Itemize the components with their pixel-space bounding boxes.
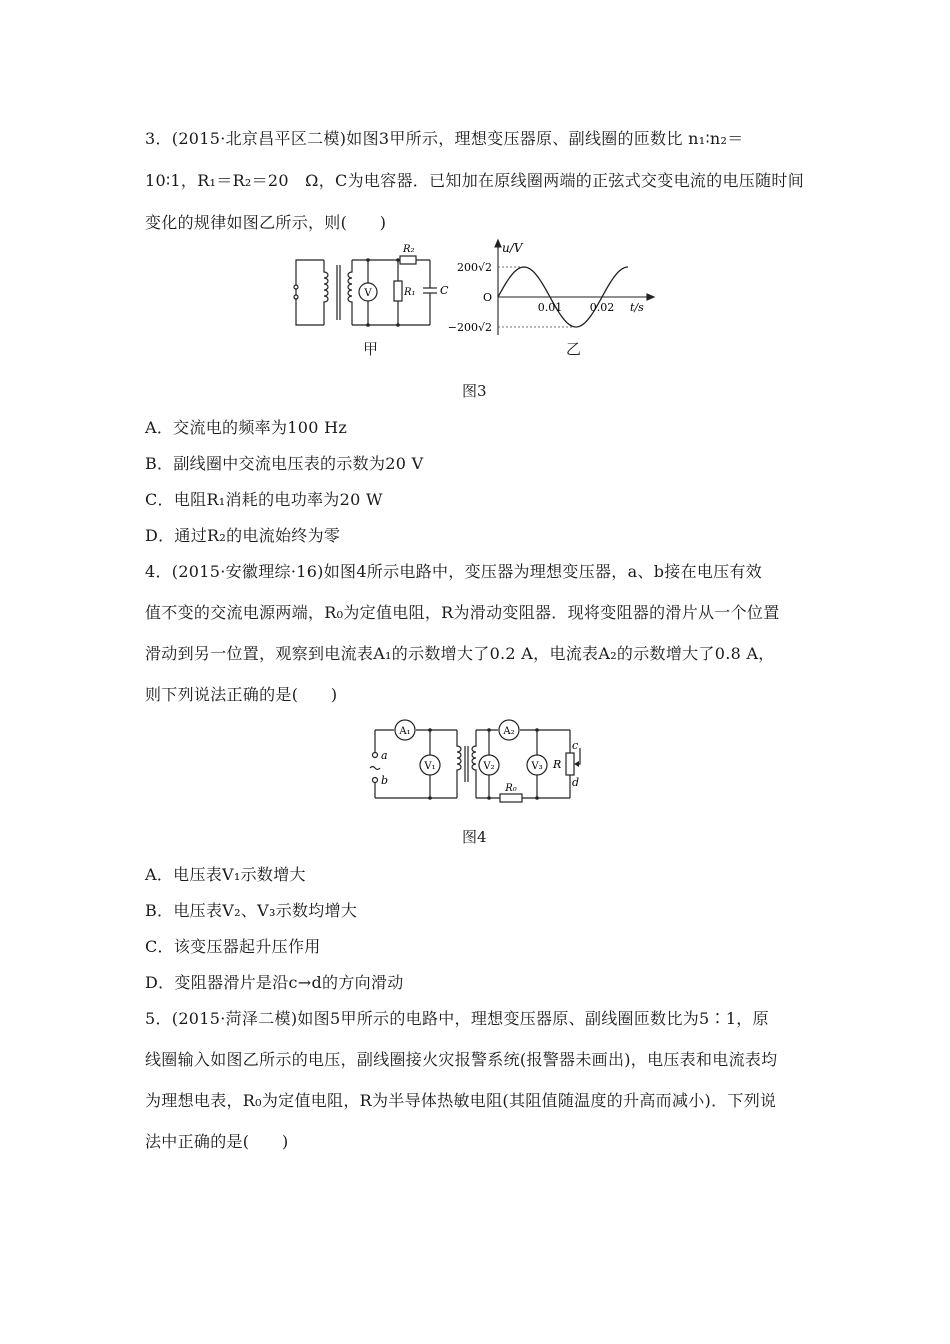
q4-line-4: 则下列说法正确的是( ) bbox=[145, 685, 338, 704]
q3-option-d: D．通过R₂的电流始终为零 bbox=[145, 526, 341, 545]
figure3-circuit bbox=[290, 244, 449, 335]
r2-label: R₂ bbox=[403, 244, 415, 255]
q3-line-3: 变化的规律如图乙所示，则( ) bbox=[145, 213, 387, 232]
figure4-circuit bbox=[365, 718, 585, 808]
voltmeter-v1-label: V₁ bbox=[424, 761, 436, 772]
q4-line-2: 值不变的交流电源两端，R₀为定值电阻，R为滑动变阻器．现将变阻器的滑片从一个位置 bbox=[145, 603, 780, 622]
terminal-b-label: b bbox=[381, 774, 389, 787]
rheostat-r-label: R bbox=[553, 758, 562, 771]
q4-option-a: A．电压表V₁示数增大 bbox=[145, 865, 306, 884]
figure4-caption: 图4 bbox=[462, 828, 487, 846]
r1-label: R₁ bbox=[404, 287, 416, 298]
q3-line-2: 10∶1，R₁＝R₂＝20 Ω，C为电容器．已知加在原线圈两端的正弦式交变电流的电压随时间 bbox=[145, 171, 804, 190]
capacitor-label: C bbox=[440, 284, 449, 297]
voltmeter-v2-label: V₂ bbox=[483, 761, 495, 772]
r0-label: R₀ bbox=[505, 783, 517, 794]
figure3-caption: 图3 bbox=[462, 382, 487, 400]
ytick-peak: 200√2 bbox=[456, 261, 492, 274]
ytick-origin: O bbox=[482, 291, 492, 304]
figure3-left-label: 甲 bbox=[363, 340, 379, 358]
figure3-right-label: 乙 bbox=[566, 340, 582, 358]
q5-line-3: 为理想电表，R₀为定值电阻，R为半导体热敏电阻(其阻值随温度的升高而减小)．下列说 bbox=[145, 1091, 777, 1110]
figure3-chart bbox=[447, 240, 650, 340]
xtick-0.02: 0.02 bbox=[589, 301, 615, 314]
q4-line-1: 4．(2015·安徽理综·16)如图4所示电路中，变压器为理想变压器，a、b接在电压有效 bbox=[145, 562, 763, 581]
slider-d-label: d bbox=[572, 776, 580, 789]
q5-line-4: 法中正确的是( ) bbox=[145, 1132, 289, 1151]
slider-c-label: c bbox=[572, 739, 579, 752]
q4-line-3: 滑动到另一位置，观察到电流表A₁的示数增大了0.2 A，电流表A₂的示数增大了0.8 A， bbox=[145, 644, 775, 663]
ytick-trough: −200√2 bbox=[447, 321, 492, 334]
voltmeter-label: V bbox=[364, 288, 372, 299]
q4-option-b: B．电压表V₂、V₃示数均增大 bbox=[145, 901, 358, 920]
q5-line-1: 5．(2015·菏泽二模)如图5甲所示的电路中，理想变压器原、副线圈匝数比为5∶1，原 bbox=[145, 1009, 769, 1028]
x-axis-label: t/s bbox=[630, 301, 644, 314]
q5-line-2: 线圈输入如图乙所示的电压，副线圈接火灾报警系统(报警器未画出)，电压表和电流表均 bbox=[145, 1050, 778, 1069]
q4-option-c: C．该变压器起升压作用 bbox=[145, 937, 321, 956]
voltmeter-v3-label: V₃ bbox=[531, 761, 543, 772]
q3-line-1: 3．(2015·北京昌平区二模)如图3甲所示，理想变压器原、副线圈的匝数比 n₁∶n₂＝ bbox=[145, 129, 744, 148]
y-axis-label: u/V bbox=[502, 241, 523, 255]
ammeter-a2-label: A₂ bbox=[503, 726, 515, 737]
ammeter-a1-label: A₁ bbox=[399, 726, 411, 737]
q3-option-c: C．电阻R₁消耗的电功率为20 W bbox=[145, 490, 383, 509]
q3-option-b: B．副线圈中交流电压表的示数为20 V bbox=[145, 454, 424, 473]
q3-option-a: A．交流电的频率为100 Hz bbox=[145, 418, 348, 437]
q4-option-d: D．变阻器滑片是沿c→d的方向滑动 bbox=[145, 973, 404, 992]
terminal-a-label: a bbox=[381, 749, 388, 762]
xtick-0.01: 0.01 bbox=[537, 301, 563, 314]
